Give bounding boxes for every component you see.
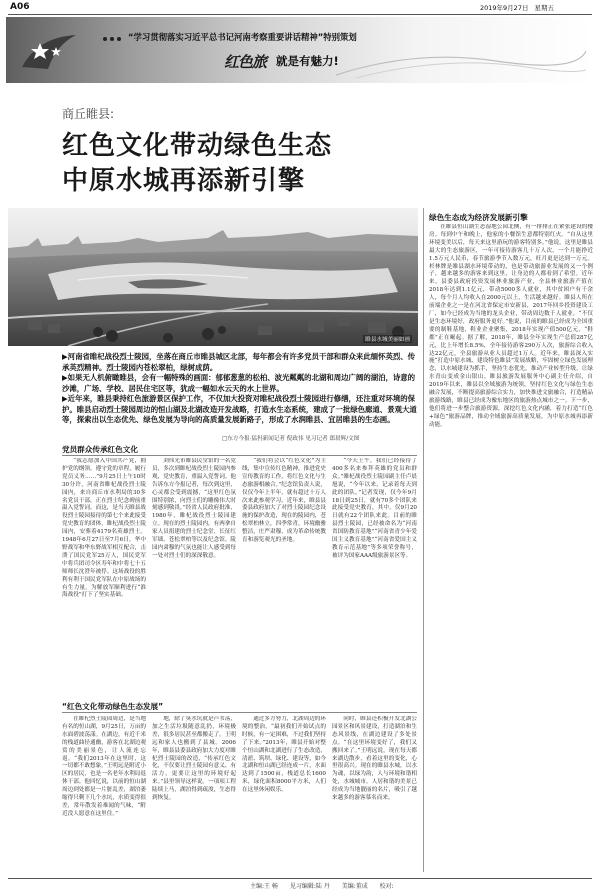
footer-rule: [8, 878, 592, 879]
section1-column-4: [332, 458, 417, 694]
summary-bullet-2: ▶如果无人机俯瞰睢县，会有一幅特殊的画面：郁郁葱葱的松柏、波光粼粼的北湖和周边广阔的湖泊，诗意的沙滩，广场、学校、居民住宅区等，犹成一幅如水云天的水上世界。: [62, 373, 416, 393]
aerial-city-image: [8, 208, 418, 346]
section1-col4-text: “今天上午，我们已经接待了400多名来参拜英雄的党员和群众。”睢杞战役烈士陵园副主任卢晨旭说，“今年以来，记录着每天到此的团队。”记者发现，仅今年9月18日到25日，就有70多个团队来此接受党史教育，其中，仅9月20日就有22个团队来此。目前的睢县烈士陵园，已经被命名为“河南省国防教育基地”“河南省青少年爱国主义教育基地”“河南省爱国主义教育示范基地”等多项荣誉称号，被评为国家AAA级旅游景区等。: [332, 458, 417, 559]
section1-col1-text: “我志愿加入中国共产党，拥护党的纲领，遵守党的章程，履行党员义务……”9月25日上午10时30分许，河南省睢杞战役烈士陵园内，来自商丘市水利局的30多名党员干部，正在烈士纪念碑前重温入党誓词。而这，是当天睢县战役烈士陵园接待的第七个来此接受党史教育的团体。睢杞战役烈士陵园内，安葬着4179名英雄烈士。1948年6月27日至7月6日，华中野战军和华东野战军相互配合，击溃了国民党军25万人，国民党军中将兵团司令区寿年和中将七十五师师长沈澄年被俘。这场战役的胜利有利于国民党军队在中原战场的有生力量，为解放军顺利进行“淮海战役”打下了坚实基础。: [62, 458, 146, 599]
right-column-text: [429, 224, 593, 872]
right-col-paragraph: 在睢县恒山湖生态湿地公园北侧，有一排排正在紧张建设的楼房。每到中午和晚上，他家的小餐馆生意都特别红火。“自从这里环境变美以后，每天来这里游玩的游客特别多。”他说，这里是睢县最大的生态旅游区，一年可接待游客几十万人次。一个月能挣近1.5万元人民币，春节旅游季节入数万元，旺月更是达到一万元。杉林牌是睢县湖水环境带动的，也是带动旅游业发展的又一个例子，越来越多的游客来到这里，让身边的人都看到了希望。近年来，县委县政府投资发展林业旅游产业，全县林业旅游产值在2018年达到1.1亿元，带动5000多人就业，其中贫困户有千余人，每个月人均收入在2000元以上，生活越来越好。睢县人所在前端企业之一是在河北省保定市安新县，2017年回乡投资建设工厂，如今已经成为当地的龙头企业，带动周边数千人就业。“不仅是生态环境好，政府服务更好。”他说，目前的睢县已经成为全国重要的制鞋基地，鞋业企业聚集，2018年实现产值500亿元，“鞋都”正在崛起。据了解，2018年，睢县全年实现生产总值287亿元，比上年增长8.5%，全年接待游客290万人次，旅游综合收入达22亿元，全县旅游从业人员超过1万人。近年来，睢县深入实施“打造中原水城、建设特色睢县”发展战略，牢固树立绿色发展理念，以水城建设为抓手，坚持生态优先，推动产业转型升级，让绿水青山变成金山银山。睢县旅游发展服务中心副主任介绍，自2019年以来，睢县以全域旅游为统领，坚持红色文化与绿色生态融合发展，不断提高旅游综合实力，加快推进文旅融合，打造精品旅游线路，睢县已经成为豫东地区的旅游热点城市之一。下一步，他们将进一步整合旅游资源，深挖红色文化内涵，着力打造“红色+绿色”旅游品牌，推动全域旅游高质量发展，为中原水城再添新动能。: [429, 224, 593, 428]
section2-col2-text: 地，除了臭水坑就是芦苇荡，加之生活垃圾随意乱扔，环境极差，很多居民甚至都搬走了。王明远和家人也搬到了县城。2006年，睢县县委县政府加大力度对睢杞烈士陵园的改造，“传承红色文化，不仅要让烈士陵园有意义、有活力，更要让这里的环境好起来。”县里领导这样说。一项项工程陆续上马，湖泊得到疏浚，生态得到恢复。: [152, 716, 236, 802]
date-text: 2019年9月27日: [480, 4, 529, 12]
footer-designer: 见习编辑:陆 丹: [289, 883, 330, 890]
right-section-title: 绿色生态成为经济发展新引擎: [429, 213, 528, 222]
headline-line-2: 中原水城再添新引擎: [62, 166, 306, 196]
section2-col1-text: 在睢杞烈士陵园周边，是当地有名的恒山湖，9月25日，万亩的水面碧波荡漾。在湖边，有近千米的栈道曲径通幽，游客在北湖边观赏的美丽景色，让人流连忘返。“我们2013年在这里时，这一切都不敢想象。”王明远是附近小区的居民，也是一名老年水利局退休干部。他回忆说，以前的恒山湖周边到处都是一片脏乱差，湖泊萎缩得只剩下几个水坑，水质变得很差，常年散发着难闻的气味，“附近没人愿意在这里住。”: [62, 716, 146, 817]
section2-col4-text: 同时，睢县还积极开发北湖公园景区和风景建设，打造湖泊和生态风景线，在湖边建设了多处景点。“在这里环境变好了，我们又搬回来了。”王明远说，现在每天都来湖边散步，看着这里的变化，心里很高兴。现在的睢县水城，以水为魂，以绿为韵，人与环境和谐相处，水城城市，人居和谐的美景已经成为当地靓丽的名片，吸引了越来越多的游客慕名而来。: [332, 716, 417, 802]
footer-credits: [250, 881, 394, 890]
header-rule: [8, 14, 592, 15]
brand-slogan: 就是有魅力!: [276, 54, 339, 68]
section1-col2-text: 刘伟光市睢县民堂馆的一名党员，多次到睢杞战役烈士陵园内参观，党史教育，重温入党誓词。他告诉东方今报记者，每次到这里，心灵都会受到震撼，“这里红色氛围特别浓，向烈士们的雕像伟大时刻感到敬畏。”经省人民政府批准，1980年，睢杞战役烈士陵园建立。现在的烈士陵园内，有两拿自家人员捐建的烈士纪念堂、长征红军墙、苍松翠柏等以及纪念馆。陵园内肃穆的气氛也能让人感受到每一处对烈士们的深深敬意。: [152, 458, 236, 559]
section2-title: “红色文化带动绿色生态发展”: [62, 702, 164, 711]
dot-ornament-icon: [102, 35, 122, 43]
photo-caption: 睢县水城美丽如画: [365, 337, 410, 343]
section2-col3-text: 通过多方努力，北湖周边的环境的整治，“最初我们开始试点的时候，有一定困难，不过我们坚持了下来。”2013年，睢县开始对整个恒山湖和北湖进行了生态改造，清淤、筑坝、绿化、建设等，如今北湖和恒山湖已经连成一片，水面达到了1500亩，栈道总长1600米，绿化面积8000平方米，人们在这里休闲娱乐。: [242, 716, 326, 794]
aerial-photo: [8, 208, 418, 346]
issue-date: [480, 3, 554, 12]
byline: □东方今报·猛犸新闻记者 倪政伟 见习记者 郎晨辉/文图: [222, 436, 360, 442]
section1-rule: [62, 455, 417, 456]
swirl-ornament-icon: [336, 45, 586, 79]
right-column-divider: [423, 208, 424, 872]
kicker: 商丘睢县:: [62, 107, 115, 121]
footer-proof: 校对:: [379, 883, 394, 890]
flag-star-icon: [18, 31, 80, 73]
section1-col3-text: “我们将会以“红色文化”为主线，集中宣传红色精神，推进党史宣传教育的工作，将红色文化与生态旅游相融合。”纪念馆负责人说，仅仅今年上半年，就有超过十万人次来此参观学习。近年来，睢县县委县政府加大了对烈士陵园纪念设施的保护改造，现在的陵园内，苍松翠柏林立，四季常青，环境幽雅整洁，庄严肃穆，成为革命传统教育和游览观光的圣地。: [242, 458, 326, 544]
banner-top-text: “学习贯彻落实习近平总书记河南考察重要讲话精神”特别策划: [128, 32, 357, 42]
summary-bullet-3: ▶近年来，睢县秉持红色旅游景区保护工作，不仅加大投资对睢杞战役烈士陵园进行修缮，还注重对环境的保护。睢县启动烈士陵园周边的恒山湖及北湖改造开发战略，打造水生态系统，建成了一批绿色廊道、景观大道等，探索出以生态优先、绿色发展为导向的高质量发展新路子，形成了水润睢县、宜居睢县的生态画。: [62, 394, 417, 424]
section2-rule: [62, 712, 417, 713]
footer-reviewer: 美编:董成: [341, 883, 368, 890]
summary-bullet-1: ▶河南省睢杞战役烈士陵园，坐落在商丘市睢县城区北部，每年都会有许多党员干部和群众来此缅怀英烈、传承英烈精神。烈士陵园内苍松翠柏，绿树成荫。: [62, 352, 416, 372]
summary-block: [62, 352, 417, 426]
section1-column-2: [152, 458, 236, 694]
top-banner: [6, 17, 594, 83]
section1-column-1: [62, 458, 146, 694]
section2-column-1: [62, 716, 146, 872]
section1-column-3: [242, 458, 326, 694]
section2-column-2: [152, 716, 236, 872]
brand-script: 红色旅: [224, 53, 267, 71]
section1-title: 党员群众传承红色文化: [62, 445, 138, 454]
footer-editor: 主编:王 畅: [250, 883, 278, 890]
page-label: A06: [10, 2, 30, 12]
section2-column-4: [332, 716, 417, 872]
weekday-text: 星期五: [534, 4, 555, 12]
section2-column-3: [242, 716, 326, 872]
headline-line-1: 红色文化带动绿色生态: [62, 131, 333, 161]
